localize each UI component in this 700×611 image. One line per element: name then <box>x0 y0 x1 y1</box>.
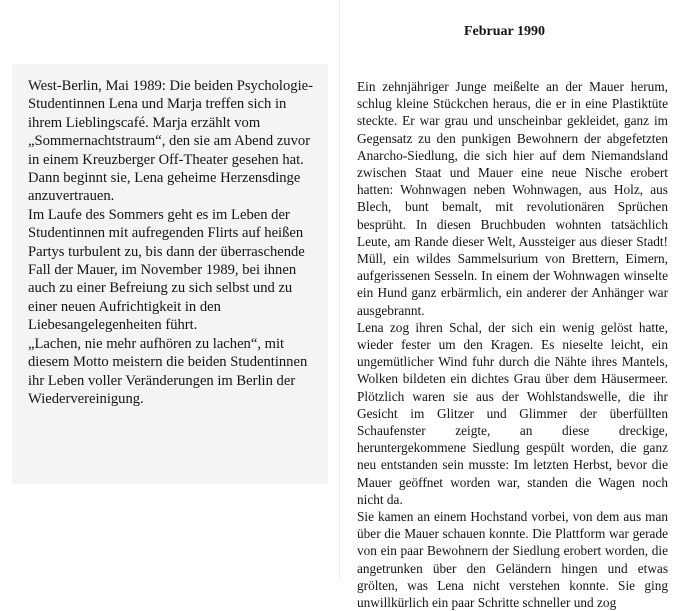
body-paragraph: Sie kamen an einem Hochstand vorbei, von dem aus man über die Mauer schauen konnte. Die Plattform war gerade von ein paar Bewohnern der Siedlung erobert worden, die angetrunken über den Geländern hingen und etwas grölten, was Lena nicht verstehen konnte. Sie ging unwillkürlich ein paar Schritte schneller und zog <box>357 509 668 611</box>
back-cover-blurb <box>28 77 318 408</box>
blurb-paragraph: Im Laufe des Sommers geht es im Leben der Studentinnen mit aufregenden Flirts auf heißen Partys turbulent zu, bis dann der überraschende Fall der Mauer, im November 1989, bei ihnen auch zu einer Befreiung zu sich selbst und zu einer neuen Aufrichtigkeit in den Liebesangelegenheiten führt. <box>28 206 305 334</box>
page-gutter <box>339 0 340 579</box>
chapter-body <box>357 78 668 611</box>
blurb-paragraph: „Lachen, nie mehr aufhören zu lachen“, mit diesem Motto meistern die beiden Studentinnen ihr Leben voller Veränderungen im Berlin der Wiedervereinigung. <box>28 335 308 407</box>
chapter-heading: Februar 1990 <box>464 24 546 39</box>
body-paragraph: Ein zehnjähriger Junge meißelte an der Mauer herum, schlug kleine Stückchen heraus, die er in eine Plastiktüte steckte. Er war grau und unscheinbar gekleidet, ganz im Gegensatz zu den punkigen Bewohnern der abgefetzten Anarcho-Siedlung, die sich hier auf dem Niemandsland zwischen Staat und Mauer eine neue Nische erobert hatten: Wohnwagen neben Wohnwagen, aus Holz, aus Blech, bunt bemalt, mit revolutionären Sprüchen besprüht. In diesen Bruchbuden wohnten tatsächlich Leute, am Rande dieser Welt, Aussteiger aus dieser Stadt! Müll, ein wildes Sammelsurium von Brettern, Eimern, aufgerissenen Sesseln. In einem der Wohnwagen winselte ein Hund ganz erbärmlich, ein anderer der Anhänger war ausgebrannt. <box>357 79 668 318</box>
body-paragraph: Lena zog ihren Schal, der sich ein wenig gelöst hatte, wieder fester um den Kragen. Es nieselte leicht, ein ungemütlicher Wind fuhr durch die Nähte ihres Mantels, Wolken bildeten ein dichtes Grau über dem Häusermeer. Plötzlich waren sie aus der Wohlstandswelle, die ihr Gesicht im Glitzer und Glimmer der überfüllten Schaufenster zeigte, an diese dreckige, heruntergekommene Siedlung gespült worden, die ganz neu entstanden sein musste: Im letzten Herbst, bevor die Mauer geöffnet worden war, standen die Wagen noch nicht da. <box>357 319 668 507</box>
blurb-paragraph: West-Berlin, Mai 1989: Die beiden Psychologie-Studentinnen Lena und Marja treffen sich in ihrem Lieblingscafé. Marja erzählt vom „Sommernachtstraum“, den sie am Abend zuvor in einem Kreuzberger Off-Theater gesehen hat. Dann beginnt sie, Lena geheime Herzensdinge anzuvertrauen. <box>28 78 313 205</box>
